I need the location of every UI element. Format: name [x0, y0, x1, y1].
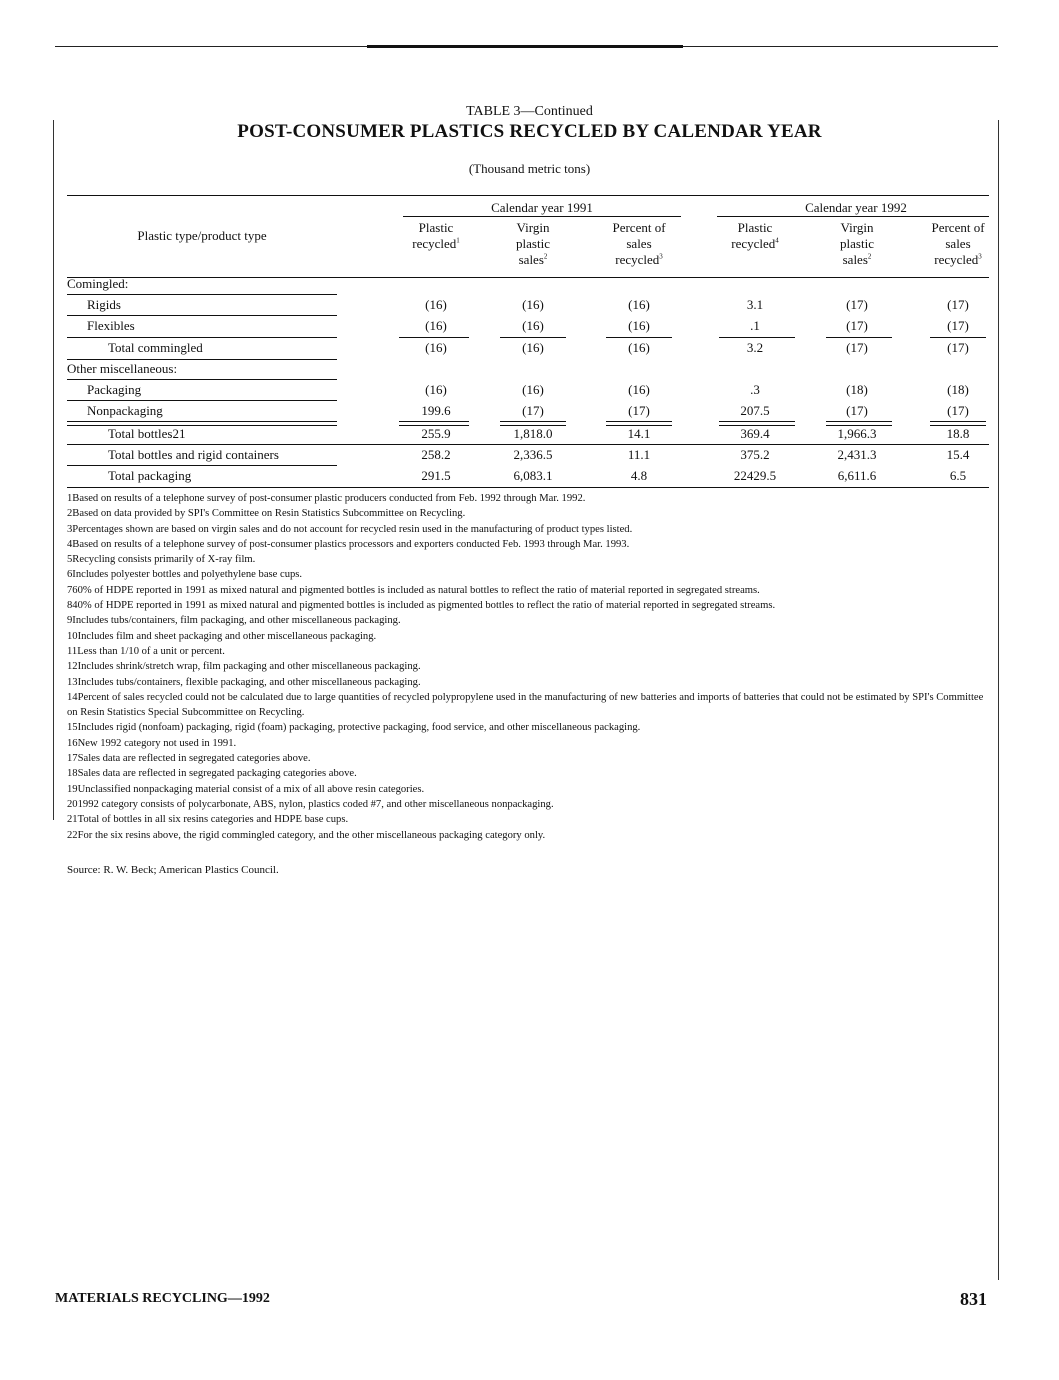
- col-header-line: plastic: [840, 236, 874, 251]
- row-label: Packaging: [87, 382, 142, 397]
- footnote: 21Total of bottles in all six resins categories and HDPE base cups.: [67, 814, 349, 826]
- col-header-line: sales: [518, 252, 544, 267]
- cell: (17): [846, 318, 868, 333]
- cell: (16): [628, 382, 650, 397]
- cell: (16): [425, 297, 447, 312]
- table-row-total-packaging: [67, 468, 989, 488]
- footnote: 15Includes rigid (nonfoam) packaging, rigid (foam) packaging, protective packaging, food service, and other miscellaneous packaging.: [67, 722, 641, 734]
- row-label: Total bottles21: [108, 426, 186, 441]
- cell: (17): [947, 297, 969, 312]
- footnote: 5Recycling consists primarily of X-ray film.: [67, 554, 256, 566]
- cell: 22429.5: [733, 468, 777, 483]
- source-note: Source: R. W. Beck; American Plastics Council.: [67, 864, 279, 876]
- col-header-line: recycled: [412, 236, 457, 251]
- footnotes: [67, 491, 992, 843]
- cell: (16): [522, 382, 544, 397]
- page-number: 831: [960, 1289, 987, 1309]
- table-row-packaging: [67, 382, 989, 402]
- cell: 18.8: [946, 426, 970, 441]
- table-title: POST-CONSUMER PLASTICS RECYCLED BY CALENDAR YEAR: [237, 121, 822, 142]
- cell: (16): [522, 340, 544, 355]
- sum-rule: [500, 337, 566, 338]
- cell: 207.5: [740, 403, 770, 418]
- row-rule: [67, 337, 337, 338]
- row-rule: [67, 379, 337, 380]
- cell: 14.1: [627, 426, 651, 441]
- col-header-line: Percent of: [931, 220, 985, 235]
- sum-rule: [826, 337, 892, 338]
- cell: 1,966.3: [837, 426, 877, 441]
- footnote-ref: 1: [456, 236, 460, 245]
- footnote: 840% of HDPE reported in 1991 as mixed natural and pigmented bottles is included as pigmented bottles to reflect the ratio of material reported in segregated streams.: [67, 600, 776, 612]
- footnote: 14Percent of sales recycled could not be calculated due to large quantities of recycled polypropylene used in the manufacturing of new batteries and imports of batteries that could not be estimated by SPI's Committee on Resin Statistics Special Subcommittee on Recycling.: [67, 691, 984, 719]
- sum-rule: [719, 337, 795, 338]
- col-header-plastic-recycled-1992: [710, 220, 800, 252]
- row-label-header: Plastic type/product type: [137, 228, 267, 243]
- year-1992-header: Calendar year 1992: [805, 200, 907, 215]
- footnote: 10Includes film and sheet packaging and other miscellaneous packaging.: [67, 630, 377, 642]
- footnote: 3Percentages shown are based on virgin sales and do not account for recycled resin used in the manufacturing of product types listed.: [67, 523, 633, 535]
- col-header-plastic-recycled-1991: [391, 220, 481, 252]
- year-1991-rule: [403, 216, 681, 217]
- row-rule: [67, 359, 337, 360]
- footnote: 760% of HDPE reported in 1991 as mixed natural and pigmented bottles is included as natural bottles to reflect the ratio of material reported in segregated streams.: [67, 584, 760, 596]
- year-1991-header: Calendar year 1991: [491, 200, 593, 215]
- right-margin-line: [998, 120, 999, 1280]
- cell: (17): [947, 403, 969, 418]
- table-row-nonpackaging: [67, 403, 989, 423]
- cell: 4.8: [630, 468, 648, 483]
- table-row-total-commingled: [67, 340, 989, 360]
- cell: 3.2: [746, 340, 764, 355]
- cell: (16): [425, 318, 447, 333]
- col-header-percent-1992: [913, 220, 1003, 268]
- row-label: Total commingled: [108, 340, 203, 355]
- table-row-rigids: [67, 297, 989, 317]
- top-rule-accent: [367, 45, 683, 48]
- cell: (17): [947, 340, 969, 355]
- cell: (18): [846, 382, 868, 397]
- row-label: Total packaging: [108, 468, 192, 483]
- cell: 375.2: [740, 447, 770, 462]
- table-units: (Thousand metric tons): [468, 161, 591, 176]
- row-rule: [67, 294, 337, 295]
- table-row-flexibles: [67, 318, 989, 338]
- sum-rule: [930, 337, 986, 338]
- sum-rule: [399, 337, 469, 338]
- col-header-virgin-sales-1991: [488, 220, 578, 268]
- col-header-line: recycled: [731, 236, 776, 251]
- sum-rule: [606, 337, 672, 338]
- col-header-line: plastic: [516, 236, 550, 251]
- col-header-virgin-sales-1992: [812, 220, 902, 268]
- cell: 15.4: [946, 447, 970, 462]
- row-label: Comingled:: [67, 276, 129, 291]
- col-header-line: sales: [626, 236, 652, 251]
- table-row-other-misc: [67, 361, 989, 381]
- cell: 2,431.3: [837, 447, 877, 462]
- left-margin-line: [53, 120, 54, 820]
- footnote: 201992 category consists of polycarbonate, ABS, nylon, plastics coded #7, and other miscellaneous nonpackaging.: [67, 798, 554, 810]
- cell: 3.1: [746, 297, 764, 312]
- cell: (16): [522, 318, 544, 333]
- cell: 6.5: [949, 468, 967, 483]
- header-top-rule: [67, 195, 989, 196]
- row-rule: [67, 444, 989, 445]
- row-label: Rigids: [87, 297, 121, 312]
- footnote: 18Sales data are reflected in segregated packaging categories above.: [67, 768, 357, 780]
- cell: .1: [750, 318, 760, 333]
- cell: 6,083.1: [513, 468, 553, 483]
- cell: 369.4: [740, 426, 770, 441]
- col-header-line: sales: [842, 252, 868, 267]
- footnote-ref: 3: [659, 252, 663, 261]
- cell: (17): [846, 340, 868, 355]
- col-header-line: sales: [945, 236, 971, 251]
- row-label: Other miscellaneous:: [67, 361, 178, 376]
- footnote: 13Includes tubs/containers, flexible packaging, and other miscellaneous packaging.: [67, 676, 421, 688]
- cell: (17): [947, 318, 969, 333]
- row-rule: [67, 315, 337, 316]
- row-rule: [67, 400, 337, 401]
- footnote-ref: 2: [543, 252, 548, 261]
- table-row-comingled: [67, 276, 989, 296]
- cell: (16): [628, 297, 650, 312]
- footnote: 9Includes tubs/containers, film packaging, and other miscellaneous packaging.: [67, 615, 401, 627]
- running-footer: MATERIALS RECYCLING—1992: [55, 1291, 270, 1306]
- col-header-line: Plastic: [418, 220, 454, 235]
- footnote: 4Based on results of a telephone survey of post-consumer plastics processors and exporters conducted Feb. 1993 through Mar. 1993.: [67, 538, 630, 550]
- table-row-total-bottles: [67, 426, 989, 446]
- cell: 6,611.6: [837, 468, 877, 483]
- cell: 2,336.5: [513, 447, 553, 462]
- cell: (17): [846, 403, 868, 418]
- footnote-ref: 2: [867, 252, 872, 261]
- footnote: 2Based on data provided by SPI's Committee on Resin Statistics Subcommittee on Recycling.: [67, 508, 466, 520]
- cell: 199.6: [421, 403, 451, 418]
- cell: (16): [628, 318, 650, 333]
- footnote: 6Includes polyester bottles and polyethylene base cups.: [67, 569, 303, 581]
- cell: (16): [425, 382, 447, 397]
- footnote: 16New 1992 category not used in 1991.: [67, 737, 237, 749]
- cell: (16): [522, 297, 544, 312]
- cell: 11.1: [627, 447, 651, 462]
- footnote: 12Includes shrink/stretch wrap, film packaging and other miscellaneous packaging.: [67, 661, 421, 673]
- col-header-line: Percent of: [612, 220, 666, 235]
- footnote: 11Less than 1/10 of a unit or percent.: [67, 645, 225, 657]
- cell: 255.9: [421, 426, 451, 441]
- col-header-percent-1991: [594, 220, 684, 268]
- cell: 291.5: [421, 468, 451, 483]
- col-header-line: Virgin: [840, 220, 874, 235]
- footnote: 19Unclassified nonpackaging material consist of a mix of all above resin categories.: [67, 783, 425, 795]
- row-rule: [67, 465, 337, 466]
- cell: (16): [425, 340, 447, 355]
- col-header-line: Plastic: [737, 220, 773, 235]
- table-row-total-bottles-rigid: [67, 447, 989, 467]
- cell: (17): [522, 403, 544, 418]
- footnote: 17Sales data are reflected in segregated categories above.: [67, 753, 311, 765]
- cell: (17): [846, 297, 868, 312]
- footnote: 22For the six resins above, the rigid commingled category, and the other miscellaneous packaging category only.: [67, 829, 546, 841]
- cell: (17): [628, 403, 650, 418]
- footnote: 1Based on results of a telephone survey of post-consumer plastic producers conducted from Feb. 1992 through Mar. 1992.: [67, 493, 586, 504]
- cell: 1,818.0: [513, 426, 553, 441]
- cell: (16): [628, 340, 650, 355]
- row-label: Flexibles: [87, 318, 135, 333]
- cell: .3: [750, 382, 760, 397]
- year-1992-rule: [717, 216, 989, 217]
- cell: (18): [947, 382, 969, 397]
- footnote-ref: 3: [978, 252, 982, 261]
- cell: 258.2: [421, 447, 451, 462]
- row-label: Total bottles and rigid containers: [108, 447, 279, 462]
- col-header-line: Virgin: [516, 220, 550, 235]
- table-bottom-rule: [67, 487, 989, 488]
- row-label: Nonpackaging: [87, 403, 163, 418]
- table-caption: TABLE 3—Continued: [466, 104, 593, 119]
- footnote-ref: 4: [775, 236, 779, 245]
- col-header-line: recycled: [615, 252, 660, 267]
- col-header-line: recycled: [934, 252, 979, 267]
